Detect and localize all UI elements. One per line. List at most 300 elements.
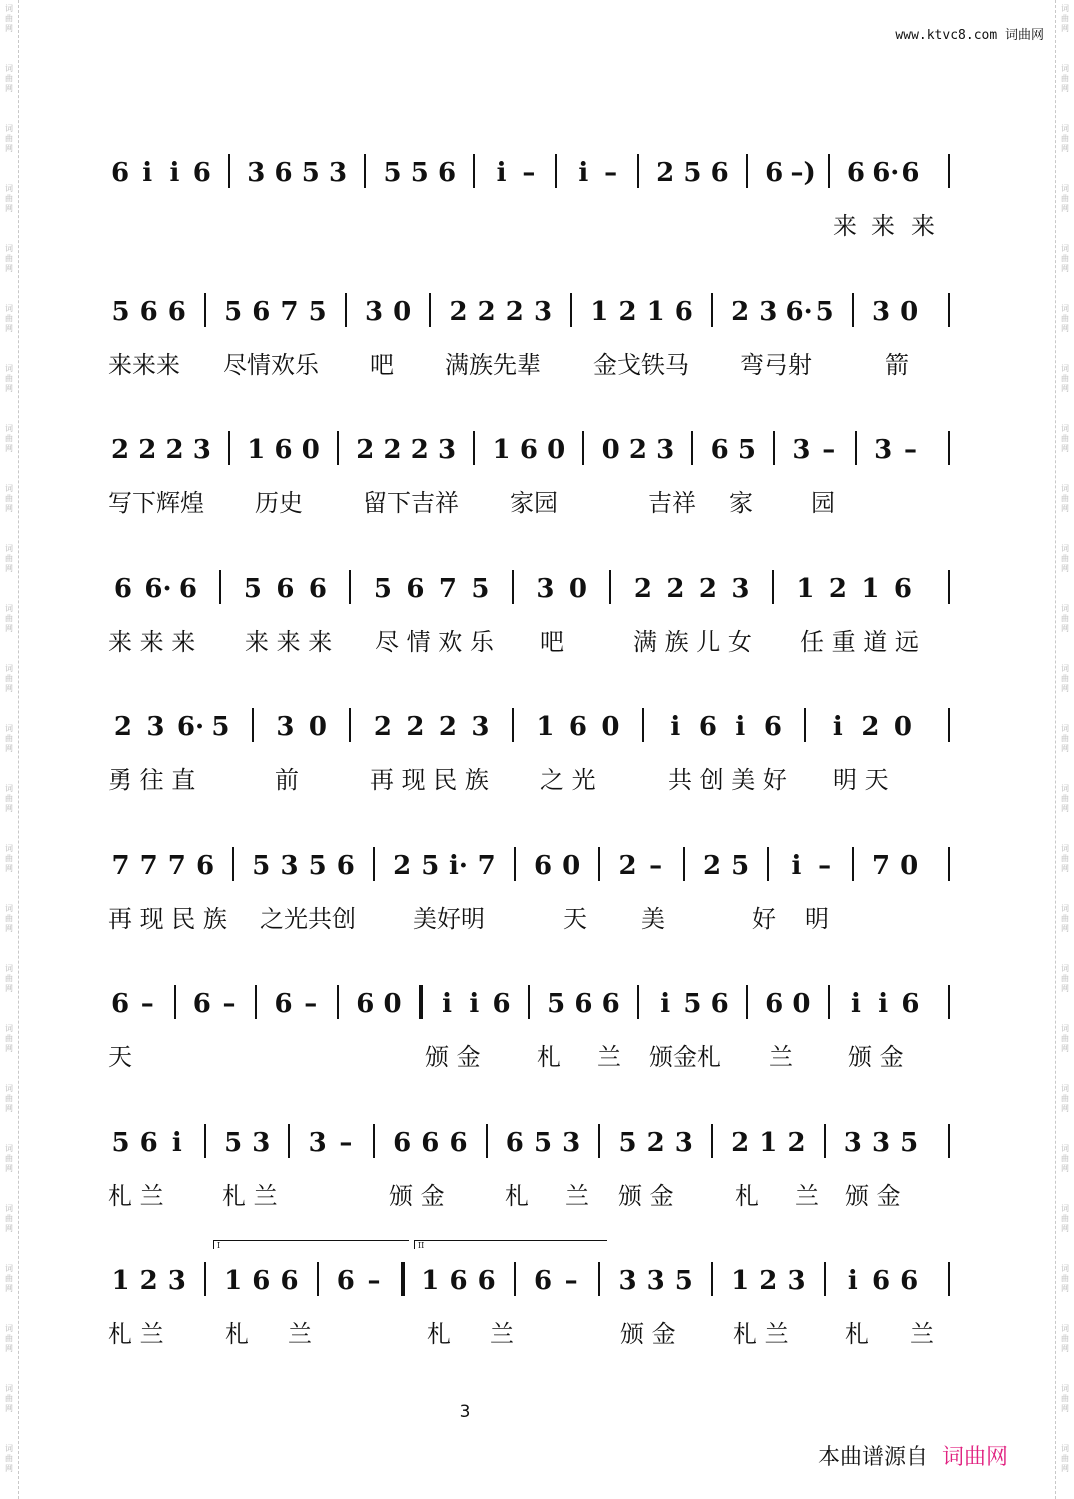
note: 3: [843, 1128, 862, 1158]
note: 6: [765, 989, 784, 1019]
note: 3: [329, 158, 348, 188]
barline: [429, 293, 431, 327]
lyric-syllable: 明 天: [833, 766, 889, 794]
barline: [683, 847, 685, 881]
barline: [711, 1262, 713, 1296]
note: –: [822, 435, 836, 465]
lyric-syllable: 天: [563, 905, 587, 933]
barline: [828, 154, 830, 188]
note: 6: [336, 851, 355, 881]
watermark-tile: 词 曲 网: [1061, 1084, 1069, 1113]
barline: [637, 985, 639, 1019]
note: 6: [901, 158, 920, 188]
note: –: [222, 989, 236, 1019]
watermark-tile: 词 曲 网: [5, 124, 13, 153]
lyric-row: [105, 1037, 950, 1071]
lyric-syllable: 天: [108, 1043, 132, 1071]
note: 6: [505, 1128, 524, 1158]
note: 5: [373, 574, 392, 604]
source-brand-link[interactable]: 词曲网: [942, 1445, 1009, 1470]
note: 6: [674, 297, 693, 327]
note: 2: [383, 435, 402, 465]
note: 6·: [176, 712, 205, 742]
lyric-syllable: 写下辉煌: [108, 489, 204, 517]
watermark-tile: 词 曲 网: [1061, 304, 1069, 333]
note: i: [832, 712, 843, 742]
note: –: [649, 851, 663, 881]
watermark-tile: 词 曲 网: [1061, 124, 1069, 153]
note: 1: [646, 297, 665, 327]
source-text: 本曲谱源自: [818, 1445, 929, 1470]
note: 0: [547, 435, 566, 465]
lyric-syllable: 札 兰: [222, 1182, 278, 1210]
watermark-tile: 词 曲 网: [1061, 964, 1069, 993]
note: 2: [139, 1266, 158, 1296]
note: 6: [178, 574, 197, 604]
note: 7: [280, 297, 299, 327]
barline: [598, 1262, 600, 1296]
note: 6: [139, 297, 158, 327]
notation-row: [105, 566, 950, 614]
note: 6: [110, 158, 130, 188]
note: 7: [111, 851, 130, 881]
lyric-syllable: 札 兰: [108, 1320, 164, 1348]
note: –: [140, 989, 154, 1019]
watermark-tile: 词 曲 网: [1061, 844, 1069, 873]
note: 6·: [785, 297, 813, 327]
barline: [711, 293, 713, 327]
note: 3: [471, 712, 490, 742]
note: 6: [336, 1266, 355, 1296]
note: 7: [871, 851, 891, 881]
lyric-syllable: 家: [729, 489, 753, 517]
watermark-tile: 词 曲 网: [1061, 664, 1069, 693]
watermark-tile: 词 曲 网: [5, 1444, 13, 1473]
barline: [948, 431, 950, 465]
note: 6: [765, 158, 784, 188]
note: 0: [301, 435, 320, 465]
note: i: [878, 989, 889, 1019]
note: 2: [702, 851, 722, 881]
barline: [598, 847, 600, 881]
note: 5: [111, 297, 130, 327]
note: 3: [167, 1266, 186, 1296]
note: 1: [590, 297, 609, 327]
notation-row: [105, 1258, 950, 1306]
note: 6: [492, 989, 511, 1019]
barline: [345, 293, 347, 327]
lyric-syllable: 园: [811, 489, 835, 517]
barline: [824, 1262, 826, 1296]
watermark-tile: 词 曲 网: [1061, 1384, 1069, 1413]
barline: [252, 708, 254, 742]
source-credit: [818, 1440, 1008, 1471]
watermark-tile: 词 曲 网: [5, 1324, 13, 1353]
note: 6: [192, 158, 211, 188]
lyric-syllable: 勇 往 直: [108, 766, 196, 794]
barline: [473, 154, 475, 188]
watermark-tile: 词 曲 网: [1061, 424, 1069, 453]
watermark-tile: 词 曲 网: [5, 604, 13, 633]
barline: [948, 154, 950, 188]
lyric-syllable: 颁 金: [618, 1182, 674, 1210]
watermark-tile: 词 曲 网: [5, 904, 13, 933]
lyric-syllable: 札: [225, 1320, 249, 1348]
note: 2: [373, 712, 392, 742]
note: i: [169, 158, 180, 188]
lyric-row: [105, 483, 950, 517]
barline: [711, 1124, 713, 1158]
note: 3: [533, 297, 553, 327]
note: 2: [477, 297, 496, 327]
notation-row: [105, 1120, 950, 1168]
note: 6: [280, 1266, 299, 1296]
note: 6·: [144, 574, 172, 604]
note: 2: [618, 297, 637, 327]
first-ending-bracket: [213, 1240, 409, 1249]
barline: [219, 570, 221, 604]
right-watermark-strip: [1055, 0, 1074, 1499]
watermark-tile: 词 曲 网: [1061, 1024, 1069, 1053]
watermark-tile: 词 曲 网: [1061, 1324, 1069, 1353]
note: 3: [787, 1266, 806, 1296]
barline: [486, 1124, 488, 1158]
barline: [255, 985, 257, 1019]
lyric-syllable: 之光共创: [260, 905, 356, 933]
barline: [855, 431, 857, 465]
watermark-tile: 词 曲 网: [1061, 4, 1069, 33]
barline: [364, 154, 366, 188]
note: 6·: [872, 158, 900, 188]
lyric-syllable: 尽 情 欢 乐: [375, 628, 494, 656]
barline: [948, 985, 950, 1019]
note: 6: [846, 158, 865, 188]
lyric-syllable: 留下吉祥: [363, 489, 459, 517]
note: 3: [364, 297, 384, 327]
note: 6: [274, 989, 293, 1019]
note: 3: [792, 435, 811, 465]
lyric-syllable: 吉祥: [648, 489, 696, 517]
note: 2: [861, 712, 880, 742]
note: 2: [505, 297, 524, 327]
barline: [228, 431, 230, 465]
lyric-syllable: 兰: [769, 1043, 793, 1071]
watermark-tile: 词 曲 网: [1061, 1204, 1069, 1233]
note: 6: [533, 851, 553, 881]
lyric-syllable: 前: [275, 766, 299, 794]
note: 1: [731, 1266, 750, 1296]
note: 3: [247, 158, 266, 188]
note: 2: [698, 574, 717, 604]
note: 0: [601, 435, 620, 465]
note: i: [660, 989, 671, 1019]
note: 3: [674, 1128, 693, 1158]
barline: [401, 1262, 405, 1296]
note: 1: [247, 435, 266, 465]
note: 6: [139, 1128, 158, 1158]
note: 3: [438, 435, 457, 465]
note: 5: [674, 1266, 693, 1296]
note: 5: [533, 1128, 553, 1158]
lyric-syllable: 来: [871, 212, 895, 240]
lyric-syllable: 明: [805, 905, 829, 933]
note: 2: [393, 851, 412, 881]
barline: [204, 293, 206, 327]
note: 6: [195, 851, 215, 881]
note: 6: [449, 1128, 468, 1158]
note: i: [670, 712, 681, 742]
watermark-tile: 词 曲 网: [1061, 1144, 1069, 1173]
watermark-tile: 词 曲 网: [5, 1024, 13, 1053]
barline: [349, 570, 351, 604]
lyric-syllable: 札: [735, 1182, 759, 1210]
lyric-syllable: 美好明: [413, 905, 485, 933]
note: i: [847, 1266, 858, 1296]
note: 3: [536, 574, 555, 604]
note: 5: [547, 989, 566, 1019]
barline: [767, 847, 769, 881]
lyric-syllable: 再 现 民 族: [370, 766, 489, 794]
barline: [512, 570, 514, 604]
note: 6: [438, 158, 457, 188]
note: 0: [900, 297, 919, 327]
notation-row: [105, 289, 950, 337]
note: 5: [243, 574, 262, 604]
note: 6: [574, 989, 593, 1019]
note: 6: [533, 1266, 553, 1296]
barline: [570, 293, 572, 327]
note: 2: [828, 574, 847, 604]
lyric-syllable: 来 来 来: [245, 628, 333, 656]
barline: [691, 431, 693, 465]
note: 0: [562, 851, 581, 881]
lyric-row: [105, 206, 950, 240]
lyric-syllable: 尽情欢乐: [223, 351, 319, 379]
watermark-tile: 词 曲 网: [5, 244, 13, 273]
note: –: [818, 851, 832, 881]
note: –: [564, 1266, 578, 1296]
note: i: [171, 1128, 182, 1158]
watermark-tile: 词 曲 网: [1061, 604, 1069, 633]
note: 6: [276, 574, 295, 604]
note: 5: [900, 1128, 919, 1158]
note: 3: [252, 1128, 271, 1158]
note: i: [442, 989, 453, 1019]
barline: [528, 985, 530, 1019]
barline: [948, 708, 950, 742]
barline: [317, 1262, 319, 1296]
note: 6: [274, 158, 293, 188]
note: 3: [146, 712, 165, 742]
note: 5: [731, 851, 750, 881]
note: 5: [111, 1128, 130, 1158]
barline: [288, 1124, 290, 1158]
barline: [232, 847, 234, 881]
lyric-syllable: 颁 金: [845, 1182, 901, 1210]
note: –: [367, 1266, 381, 1296]
watermark-tile: 词 曲 网: [5, 304, 13, 333]
note: 6: [308, 574, 327, 604]
note: i: [578, 158, 589, 188]
note: 3: [618, 1266, 637, 1296]
note: 5: [252, 851, 271, 881]
note: 6: [601, 989, 620, 1019]
note: 2: [759, 1266, 778, 1296]
lyric-syllable: 金戈铁马: [593, 351, 689, 379]
note: i: [469, 989, 480, 1019]
note: 2: [618, 851, 637, 881]
note: –: [304, 989, 318, 1019]
note: 6: [192, 989, 211, 1019]
note: 1: [861, 574, 880, 604]
lyric-syllable: 弯弓射: [740, 351, 812, 379]
notation-row: [105, 150, 950, 198]
lyric-syllable: 兰: [565, 1182, 589, 1210]
lyric-syllable: 历史: [255, 489, 303, 517]
lyric-row: [105, 1176, 950, 1210]
watermark-tile: 词 曲 网: [5, 184, 13, 213]
barline: [204, 1262, 206, 1296]
barline: [948, 293, 950, 327]
note: 6: [449, 1266, 468, 1296]
note: 6: [710, 989, 729, 1019]
lyric-syllable: 兰: [910, 1320, 934, 1348]
note: 2: [406, 712, 425, 742]
barline: [746, 985, 748, 1019]
lyric-syllable: 家园: [510, 489, 558, 517]
note: 6: [871, 1266, 891, 1296]
watermark-tile: 词 曲 网: [5, 544, 13, 573]
barline: [514, 1262, 516, 1296]
watermark-tile: 词 曲 网: [1061, 544, 1069, 573]
note: 5: [471, 574, 490, 604]
note: 3: [871, 297, 891, 327]
watermark-tile: 词 曲 网: [5, 1204, 13, 1233]
note: 7: [438, 574, 457, 604]
note: 3: [276, 712, 295, 742]
volta-label: II: [418, 1241, 425, 1250]
note: 6: [113, 574, 132, 604]
barline: [228, 154, 230, 188]
barline: [824, 1124, 826, 1158]
note: 3: [646, 1266, 665, 1296]
lyric-syllable: 来 来 来: [108, 628, 196, 656]
note: 6: [274, 435, 293, 465]
note: 7: [139, 851, 158, 881]
barline: [637, 154, 639, 188]
lyric-syllable: 任 重 道 远: [800, 628, 919, 656]
watermark-tile: 词 曲 网: [1061, 64, 1069, 93]
note: 6: [406, 574, 425, 604]
note: 2: [656, 158, 675, 188]
note: 2: [646, 1128, 665, 1158]
note: 6: [519, 435, 538, 465]
note: 6: [710, 435, 729, 465]
barline: [948, 570, 950, 604]
note: 1: [536, 712, 555, 742]
watermark-tile: 词 曲 网: [1061, 484, 1069, 513]
notation-row: [105, 843, 950, 891]
barline: [555, 154, 557, 188]
note: 6: [900, 1266, 919, 1296]
lyric-syllable: 来: [911, 212, 935, 240]
lyric-syllable: 札: [537, 1043, 561, 1071]
watermark-tile: 词 曲 网: [5, 1384, 13, 1413]
note: 2: [438, 712, 457, 742]
note: 1: [421, 1266, 440, 1296]
note: i·: [449, 851, 468, 881]
barline: [642, 708, 644, 742]
lyric-row: [105, 622, 950, 656]
note: 6: [893, 574, 912, 604]
lyric-syllable: 来来来: [108, 351, 180, 379]
note: 3: [308, 1128, 327, 1158]
watermark-tile: 词 曲 网: [5, 844, 13, 873]
note: 6: [698, 712, 717, 742]
note: 2: [731, 297, 750, 327]
lyric-syllable: 吧: [370, 351, 394, 379]
note: 6: [901, 989, 920, 1019]
notation-row: [105, 704, 950, 752]
barline: [349, 708, 351, 742]
note: 5: [224, 1128, 243, 1158]
note: 0: [601, 712, 620, 742]
site-url[interactable]: www.ktvc8.com 词曲网: [895, 28, 1044, 43]
note: –): [790, 158, 816, 188]
lyric-syllable: 之 光: [540, 766, 596, 794]
note: 5: [421, 851, 440, 881]
note: 3: [731, 574, 750, 604]
note: 5: [815, 297, 834, 327]
note: 6: [167, 297, 186, 327]
lyric-syllable: 好: [752, 905, 776, 933]
notation-row: [105, 981, 950, 1029]
lyric-syllable: 美: [641, 905, 665, 933]
note: 6: [252, 297, 271, 327]
note: 3: [871, 1128, 891, 1158]
note: 2: [731, 1128, 750, 1158]
note: 0: [568, 574, 587, 604]
barline: [174, 985, 176, 1019]
barline: [512, 708, 514, 742]
lyric-syllable: 满族先辈: [445, 351, 541, 379]
barline: [852, 293, 854, 327]
watermark-tile: 词 曲 网: [1061, 1264, 1069, 1293]
barline: [514, 847, 516, 881]
note: i: [496, 158, 507, 188]
lyric-syllable: 颁 金: [425, 1043, 481, 1071]
note: 5: [308, 851, 327, 881]
watermark-tile: 词 曲 网: [5, 4, 13, 33]
page-number: 3: [459, 1402, 471, 1422]
note: 1: [492, 435, 511, 465]
note: 6: [710, 158, 729, 188]
note: 3: [562, 1128, 581, 1158]
note: 6: [393, 1128, 412, 1158]
lyric-syllable: 兰: [795, 1182, 819, 1210]
note: 2: [628, 435, 647, 465]
note: i: [142, 158, 153, 188]
note: 5: [683, 158, 702, 188]
note: 0: [393, 297, 412, 327]
left-watermark-strip: [0, 0, 19, 1499]
barline: [948, 847, 950, 881]
note: 0: [893, 712, 912, 742]
lyric-syllable: 札: [845, 1320, 869, 1348]
note: 6: [356, 989, 375, 1019]
watermark-tile: 词 曲 网: [1061, 724, 1069, 753]
note: 2: [110, 435, 130, 465]
